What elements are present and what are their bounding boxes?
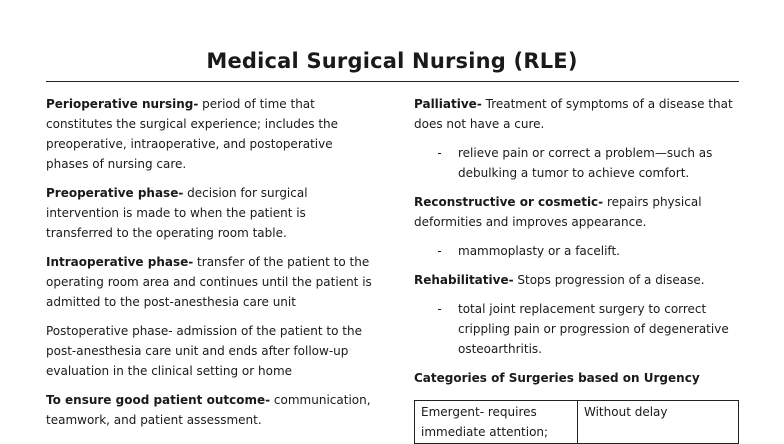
term-label: Preoperative phase- — [46, 186, 184, 200]
definition-text: communication, teamwork, and patient assessment. — [46, 393, 371, 427]
categories-heading: Categories of Surgeries based on Urgency — [414, 371, 700, 385]
term-label: Rehabilitative- — [414, 273, 514, 287]
term-label: Reconstructive or cosmetic- — [414, 195, 604, 209]
definition-text: Treatment of symptoms of a disease that does not have a cure. — [414, 97, 733, 131]
bullet-text: mammoplasty or a facelift. — [458, 244, 620, 258]
definition-perioperative — [46, 94, 376, 174]
definition-text: decision for surgical intervention is made to when the patient is transferred to the operating room table. — [46, 186, 308, 240]
title-divider — [46, 81, 739, 82]
definition-patient-outcome — [46, 390, 376, 430]
definition-text: transfer of the patient to the operating room area and continues until the patient is admitted to the post-anesthesia care unit — [46, 255, 372, 309]
dash-bullet: - — [437, 302, 442, 316]
table-cell-category: Emergent- requires immediate attention; — [415, 401, 578, 444]
definition-postoperative — [46, 321, 376, 381]
term-label: Palliative- — [414, 97, 482, 111]
term-label: To ensure good patient outcome- — [46, 393, 271, 407]
urgency-table — [414, 400, 739, 444]
bullet-text: relieve pain or correct a problem—such as debulking a tumor to achieve comfort. — [458, 146, 713, 180]
bullet-text: total joint replacement surgery to correct crippling pain or progression of degenerative osteoarthritis. — [458, 302, 729, 356]
table-cell-timing: Without delay — [578, 401, 739, 444]
definition-intraoperative — [46, 252, 376, 312]
bullet-item — [414, 241, 739, 261]
bullet-item — [414, 299, 739, 359]
term-label: Perioperative nursing- — [46, 97, 199, 111]
dash-bullet: - — [437, 146, 442, 160]
definition-palliative — [414, 94, 739, 134]
bullet-item — [414, 143, 739, 183]
definition-rehabilitative — [414, 270, 739, 290]
definition-text: repairs physical deformities and improves appearance. — [414, 195, 702, 229]
dash-bullet: - — [437, 244, 442, 258]
definition-reconstructive — [414, 192, 739, 232]
definition-text: period of time that constitutes the surgical experience; includes the preoperative, intraoperative, and postoperative phases of nursing care. — [46, 97, 339, 171]
right-column — [414, 94, 739, 444]
term-label: Intraoperative phase- — [46, 255, 194, 269]
page-title: Medical Surgical Nursing (RLE) — [206, 49, 578, 73]
definition-text: Stops progression of a disease. — [513, 273, 705, 287]
definition-text: Postoperative phase- admission of the patient to the post-anesthesia care unit and ends after follow-up evaluation in the clinical setting or home — [46, 324, 362, 378]
table-row — [415, 401, 739, 444]
left-column — [46, 94, 376, 439]
definition-preoperative — [46, 183, 376, 243]
